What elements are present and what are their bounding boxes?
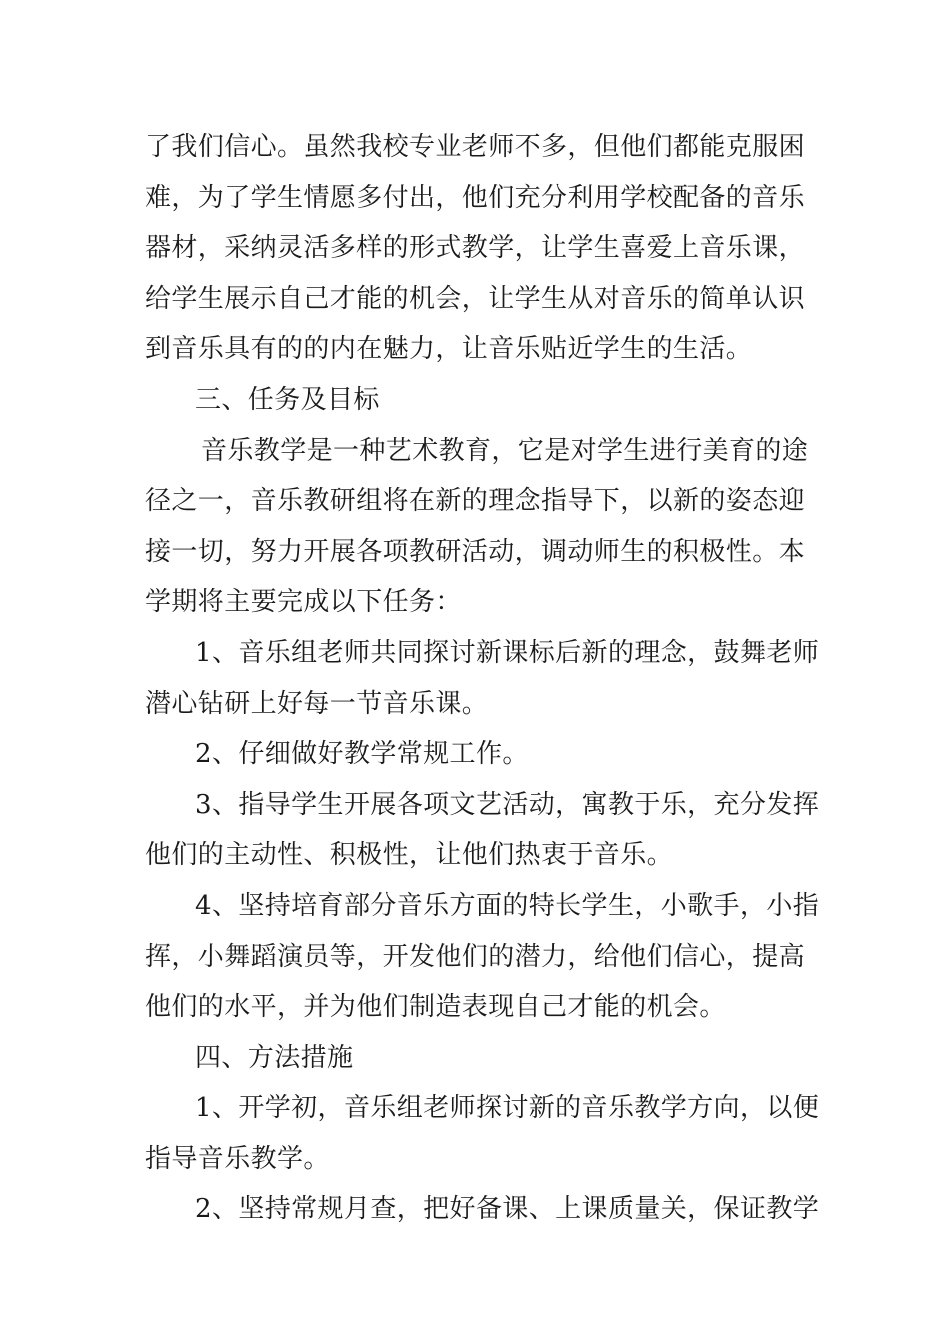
text-line: 他们的主动性、积极性，让他们热衷于音乐。 xyxy=(145,840,674,871)
text-line: 给学生展示自己才能的机会，让学生从对音乐的简单认识 xyxy=(145,283,806,314)
document-body xyxy=(145,122,820,1235)
list-item: 3、指导学生开展各项文艺活动，寓教于乐，充分发挥 xyxy=(195,789,820,820)
list-item: 2、仔细做好教学常规工作。 xyxy=(195,739,529,770)
text-line: 径之一，音乐教研组将在新的理念指导下，以新的姿态迎 xyxy=(145,486,806,517)
text-line: 挥，小舞蹈演员等，开发他们的潜力，给他们信心，提高 xyxy=(145,941,806,972)
list-item: 4、坚持培育部分音乐方面的特长学生，小歌手，小指 xyxy=(195,890,820,921)
text-line: 难，为了学生情愿多付出，他们充分利用学校配备的音乐 xyxy=(145,182,806,213)
text-line: 了我们信心。虽然我校专业老师不多，但他们都能克服困 xyxy=(145,132,806,162)
section-heading: 四、方法措施 xyxy=(195,1042,354,1073)
list-item: 2、坚持常规月查，把好备课、上课质量关，保证教学 xyxy=(195,1194,820,1225)
text-line: 器材，采纳灵活多样的形式教学，让学生喜爱上音乐课， xyxy=(145,233,806,264)
text-line: 音乐教学是一种艺术教育，它是对学生进行美育的途 xyxy=(201,435,809,466)
text-line: 潜心钻研上好每一节音乐课。 xyxy=(145,688,489,719)
list-item: 1、开学初，音乐组老师探讨新的音乐教学方向，以便 xyxy=(195,1093,820,1124)
text-line: 指导音乐教学。 xyxy=(145,1143,330,1174)
list-item: 1、音乐组老师共同探讨新课标后新的理念，鼓舞老师 xyxy=(195,637,820,668)
text-line: 他们的水平，并为他们制造表现自己才能的机会。 xyxy=(145,992,726,1023)
text-line: 接一切，努力开展各项教研活动，调动师生的积极性。本 xyxy=(145,536,806,567)
text-line: 到音乐具有的的内在魅力，让音乐贴近学生的生活。 xyxy=(145,334,753,365)
section-heading: 三、任务及目标 xyxy=(195,384,380,415)
text-line: 学期将主要完成以下任务： xyxy=(145,587,462,618)
